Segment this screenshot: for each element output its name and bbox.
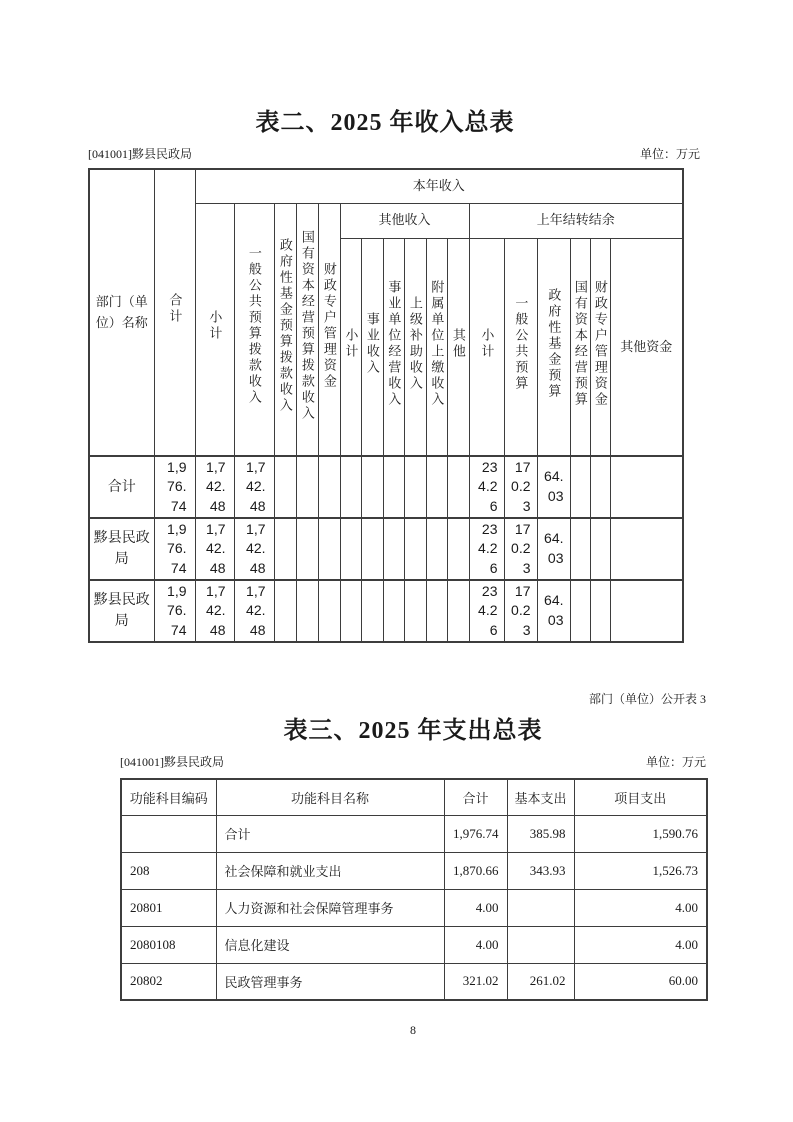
table-cell: [426, 456, 447, 518]
header-label: 小计: [343, 327, 359, 360]
table-cell: [426, 580, 447, 642]
table-cell: [296, 518, 318, 580]
public-table-note: 部门（单位）公开表 3: [588, 692, 706, 706]
table-cell: [447, 580, 469, 642]
table-cell: 1,870.66: [444, 852, 507, 889]
table-cell: 1,976.74: [444, 815, 507, 852]
table-cell: 4.00: [444, 889, 507, 926]
table-row: [121, 815, 707, 852]
header-label: 小计: [207, 310, 223, 343]
table-cell: 信息化建设: [216, 926, 444, 963]
expenditure-table: [120, 778, 708, 1001]
table-cell: 343.93: [507, 852, 574, 889]
table-cell: [318, 518, 340, 580]
table-cell: 385.98: [507, 815, 574, 852]
table-cell: [274, 580, 296, 642]
table-cell: 1,976.74: [154, 580, 195, 642]
table-cell: [361, 580, 383, 642]
table-cell: 4.00: [444, 926, 507, 963]
header-cell-project-expenditure: 项目支出: [574, 779, 707, 815]
table-cell: [383, 518, 404, 580]
table-cell: [426, 518, 447, 580]
table-cell: [610, 518, 683, 580]
expenditure-table-title: 表三、2025 年支出总表: [283, 718, 543, 744]
table-cell: 321.02: [444, 963, 507, 1000]
table-cell: [570, 518, 590, 580]
header-label: 一般公共预算: [513, 295, 529, 392]
table-row: [121, 889, 707, 926]
table-row: [121, 779, 707, 815]
header-cell-grand-total: [154, 169, 195, 456]
header-cell-subtotal: [195, 203, 234, 456]
unit-label: 单位：万元: [639, 147, 700, 161]
table-cell: 合计: [216, 815, 444, 852]
header-cell-carryover-fiscal-special: [590, 238, 610, 456]
table-cell: [404, 580, 426, 642]
table-row: [89, 518, 683, 580]
header-label: 政府性基金预算: [546, 287, 562, 400]
table-row: [89, 456, 683, 518]
table-cell: 261.02: [507, 963, 574, 1000]
table-cell: 2080108: [121, 926, 216, 963]
table-cell: 64.03: [537, 580, 570, 642]
row-name-cell: 黟县民政局: [89, 518, 154, 580]
header-cell-carryover-subtotal: [469, 238, 504, 456]
header-label: 国有资本经营预算拨款收入: [299, 230, 315, 423]
table-cell: [404, 518, 426, 580]
table-cell: 60.00: [574, 963, 707, 1000]
table-row: [121, 926, 707, 963]
header-cell-superior-subsidy-income: [404, 238, 426, 456]
row-name-cell: 黟县民政局: [89, 580, 154, 642]
table-cell: [590, 456, 610, 518]
table-cell: 208: [121, 852, 216, 889]
table-cell: 170.23: [504, 518, 537, 580]
table-cell: 1,742.48: [234, 518, 274, 580]
header-label: 一般公共预算拨款收入: [246, 246, 262, 407]
header-label: 附属单位上缴收入: [429, 279, 445, 408]
table-cell: 1,976.74: [154, 518, 195, 580]
row-name-cell: 合计: [89, 456, 154, 518]
table-cell: [340, 580, 361, 642]
table-cell: 64.03: [537, 456, 570, 518]
table-row: [121, 852, 707, 889]
header-label: 上级补助收入: [407, 295, 423, 392]
table-cell: 1,742.48: [234, 580, 274, 642]
income-table-title: 表二、2025 年收入总表: [255, 110, 515, 136]
table-cell: [296, 456, 318, 518]
header-label: 小计: [479, 327, 495, 360]
table-cell: 20801: [121, 889, 216, 926]
table-cell: 4.00: [574, 926, 707, 963]
expenditure-table-meta: [120, 753, 706, 770]
page-number: 8: [410, 1023, 416, 1037]
header-label: 事业收入: [364, 311, 380, 376]
header-cell-business-income: [361, 238, 383, 456]
table-cell: [296, 580, 318, 642]
table-cell: 170.23: [504, 580, 537, 642]
header-cell-business-operating-income: [383, 238, 404, 456]
header-label: 政府性基金预算拨款收入: [277, 238, 293, 415]
header-cell-carryover-general-public: [504, 238, 537, 456]
income-table: [88, 168, 684, 643]
expenditure-table-container: [120, 778, 708, 1001]
org-code-label: [041001]黟县民政局: [88, 147, 192, 161]
table-cell: [383, 580, 404, 642]
table-cell: 64.03: [537, 518, 570, 580]
table-cell: 20802: [121, 963, 216, 1000]
header-cell-dept: 部门（单位）名称: [89, 169, 154, 456]
header-cell-carryover-group: 上年结转结余: [469, 203, 683, 238]
header-cell-basic-expenditure: 基本支出: [507, 779, 574, 815]
table-cell: [570, 580, 590, 642]
table-cell: 民政管理事务: [216, 963, 444, 1000]
header-cell-general-public-budget: [234, 203, 274, 456]
table-cell: 4.00: [574, 889, 707, 926]
table-cell: [318, 580, 340, 642]
table-cell: [447, 456, 469, 518]
table-cell: [507, 889, 574, 926]
table-cell: [570, 456, 590, 518]
header-cell-affiliate-remit-income: [426, 238, 447, 456]
income-table-meta: [88, 145, 700, 162]
table-cell: [590, 518, 610, 580]
table-row: [89, 580, 683, 642]
table-cell: 1,976.74: [154, 456, 195, 518]
header-label: 财政专户管理资金: [321, 262, 337, 391]
header-cell-other-funds: 其他资金: [610, 238, 683, 456]
table-cell: [274, 456, 296, 518]
table-cell: 234.26: [469, 580, 504, 642]
header-label: 财政专户管理资金: [592, 279, 608, 408]
table-row: [89, 169, 683, 203]
table-cell: 1,742.48: [195, 518, 234, 580]
header-cell-other-subtotal: [340, 238, 361, 456]
table-cell: [404, 456, 426, 518]
header-cell-other: [447, 238, 469, 456]
table-cell: 社会保障和就业支出: [216, 852, 444, 889]
table-cell: 234.26: [469, 456, 504, 518]
table-cell: 1,742.48: [234, 456, 274, 518]
header-cell-fiscal-special-account: [318, 203, 340, 456]
table-cell: [121, 815, 216, 852]
header-label: 合计: [167, 293, 183, 326]
header-cell-current-year-income: 本年收入: [195, 169, 683, 203]
table-cell: [361, 456, 383, 518]
table-cell: 1,742.48: [195, 456, 234, 518]
table-cell: [590, 580, 610, 642]
header-cell-govt-fund-budget: [274, 203, 296, 456]
table-cell: [340, 518, 361, 580]
table-cell: [340, 456, 361, 518]
unit-label: 单位：万元: [645, 755, 706, 769]
header-label: 事业单位经营收入: [386, 279, 402, 408]
table-cell: 1,526.73: [574, 852, 707, 889]
table-cell: 170.23: [504, 456, 537, 518]
table-cell: [610, 580, 683, 642]
table-cell: 1,590.76: [574, 815, 707, 852]
header-cell-function-code: 功能科目编码: [121, 779, 216, 815]
table-cell: 1,742.48: [195, 580, 234, 642]
table-cell: [507, 926, 574, 963]
table-cell: [383, 456, 404, 518]
table-cell: [274, 518, 296, 580]
header-cell-state-capital-budget: [296, 203, 318, 456]
table-cell: 人力资源和社会保障管理事务: [216, 889, 444, 926]
income-table-container: [88, 168, 684, 643]
header-cell-function-name: 功能科目名称: [216, 779, 444, 815]
table-cell: [361, 518, 383, 580]
table-cell: [610, 456, 683, 518]
org-code-label: [041001]黟县民政局: [120, 755, 224, 769]
header-label: 国有资本经营预算: [572, 279, 588, 408]
table-row: [121, 963, 707, 1000]
header-cell-other-income-group: 其他收入: [340, 203, 469, 238]
header-cell-total: 合计: [444, 779, 507, 815]
table-cell: [447, 518, 469, 580]
table-cell: [318, 456, 340, 518]
table-cell: 234.26: [469, 518, 504, 580]
header-cell-carryover-govt-fund: [537, 238, 570, 456]
header-label: 其他: [450, 327, 466, 360]
header-cell-carryover-state-capital: [570, 238, 590, 456]
